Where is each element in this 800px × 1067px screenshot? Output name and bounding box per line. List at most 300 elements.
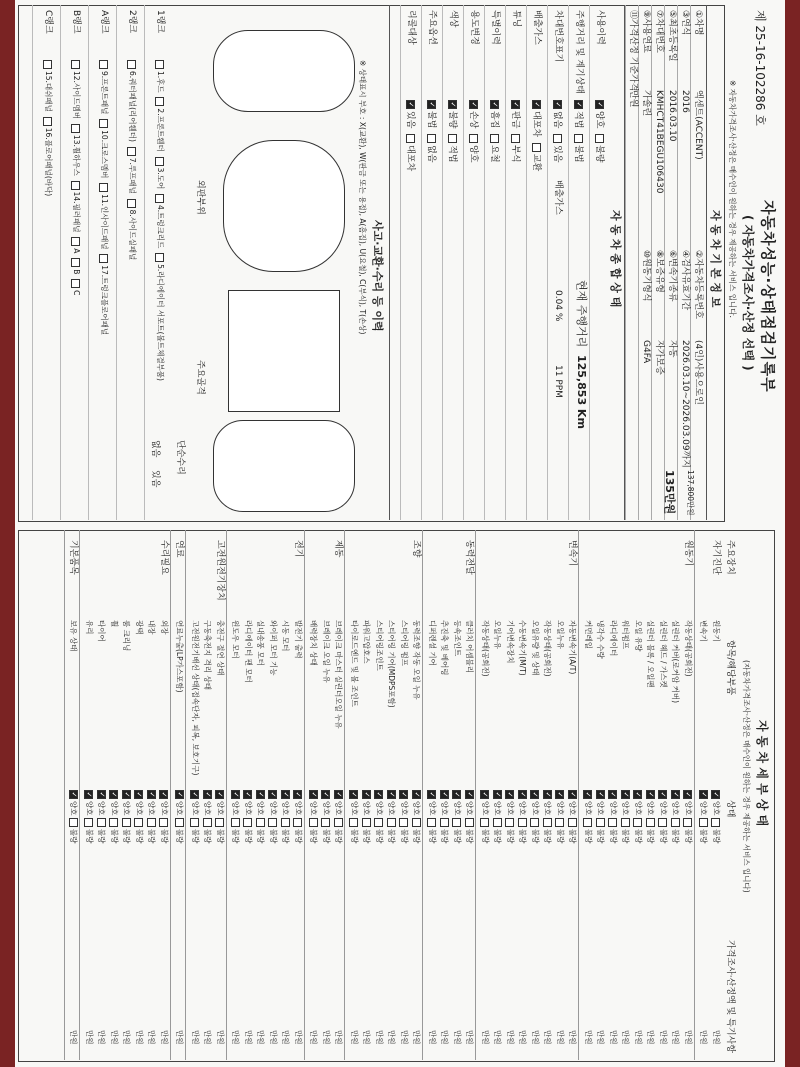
check-label: 판금 — [510, 111, 520, 129]
detail-status: ✓양호 불량 — [122, 791, 132, 844]
checkbox[interactable] — [609, 818, 618, 827]
check-icon[interactable]: ✓ — [294, 791, 303, 798]
checkbox[interactable] — [440, 818, 449, 827]
check-icon[interactable]: ✓ — [110, 791, 119, 798]
mileage-value: 125,853 Km — [575, 355, 588, 429]
detail-status: ✓양호 불량 — [556, 791, 565, 844]
general-check-row — [467, 100, 478, 163]
detail-status: ✓양호 불량 — [160, 791, 169, 844]
top-notice: ※ 자동차가격조사·산정은 매수인이 원하는 경우 제공하는 서비스 입니다. — [728, 80, 737, 318]
detail-price-unit: 만원 — [621, 1030, 631, 1045]
checkbox[interactable] — [556, 818, 565, 827]
detail-item: 내장 — [147, 620, 157, 635]
detail-price-unit: 만원 — [609, 1030, 618, 1045]
check-icon[interactable]: ✓ — [634, 791, 643, 798]
checkbox[interactable] — [256, 818, 265, 827]
detail-item: 실린더 헤드 / 가스켓 — [659, 620, 668, 688]
detail-status: ✓양호 불량 — [231, 791, 241, 844]
detail-group-name: 전기 — [293, 540, 303, 558]
checkbox[interactable] — [596, 818, 605, 827]
detail-group-name: 변속기 — [567, 540, 578, 567]
basic-label: ③연식 — [680, 10, 690, 36]
general-check-row — [488, 100, 499, 163]
detail-item: 보유 상태 — [69, 620, 79, 652]
detail-item: 동력조향 작동 오일 누유 — [412, 620, 422, 700]
checkbox[interactable] — [448, 134, 457, 143]
detail-price-unit: 만원 — [596, 1030, 606, 1045]
checkbox[interactable] — [322, 818, 331, 827]
detail-item: 추진축 및 베어링 — [440, 620, 450, 676]
checkbox[interactable] — [72, 181, 81, 190]
detail-price-unit: 만원 — [646, 1030, 656, 1045]
checkbox[interactable] — [175, 818, 184, 827]
checkbox[interactable] — [406, 134, 415, 143]
detail-status: ✓양호 불량 — [350, 791, 359, 844]
checkbox[interactable] — [634, 818, 643, 827]
checkbox[interactable] — [493, 818, 502, 827]
checkbox[interactable] — [553, 134, 562, 143]
checkbox[interactable] — [294, 818, 303, 827]
detail-item: 와이퍼 모터 기능 — [269, 620, 278, 676]
check-icon[interactable]: ✓ — [244, 791, 253, 798]
general-row-label: 사용이력 — [595, 10, 605, 45]
check-icon[interactable]: ✓ — [216, 791, 225, 798]
detail-price-unit: 만원 — [269, 1030, 278, 1045]
check-icon[interactable]: ✓ — [584, 791, 593, 798]
detail-group-name: 자기진단 — [711, 540, 721, 575]
checkbox[interactable] — [135, 818, 144, 827]
detail-status: ✓양호 불량 — [584, 791, 593, 844]
check-icon[interactable]: ✓ — [123, 791, 131, 798]
check-icon[interactable]: ✓ — [684, 791, 693, 798]
checkbox[interactable] — [128, 147, 137, 156]
check-icon[interactable]: ✓ — [70, 791, 78, 798]
check-label: 손상 — [468, 111, 478, 129]
detail-price-unit: 만원 — [122, 1030, 132, 1045]
general-row-label: 차대번호표기 — [553, 10, 563, 63]
basic-value-2: 자동 — [667, 340, 677, 358]
detail-price-unit: 만원 — [147, 1030, 157, 1045]
checkbox[interactable] — [69, 818, 78, 827]
check-label: 교환 — [531, 153, 541, 172]
check-icon[interactable]: ✓ — [712, 791, 721, 798]
detail-status: ✓양호 불량 — [375, 791, 384, 844]
detail-price-unit: 만원 — [322, 1030, 331, 1045]
detail-price-unit: 만원 — [175, 1030, 185, 1045]
checkbox[interactable] — [203, 818, 212, 827]
checkbox[interactable] — [100, 60, 109, 69]
car-diagram-front — [213, 30, 355, 112]
accident-title: 사고·교환·수리 등 이력 — [371, 220, 384, 332]
detail-item: 원동기 — [712, 620, 721, 642]
checkbox[interactable] — [646, 818, 655, 827]
detail-status: ✓양호 불량 — [256, 791, 266, 844]
checkbox[interactable] — [584, 818, 593, 827]
detail-status: ✓양호 불량 — [596, 791, 606, 844]
check-icon[interactable]: ✓ — [575, 101, 583, 108]
checkbox[interactable] — [412, 818, 421, 827]
detail-price-unit: 만원 — [518, 1030, 528, 1045]
detail-price-unit: 만원 — [634, 1030, 643, 1045]
check-icon[interactable]: ✓ — [428, 791, 437, 798]
detail-status: ✓양호 불량 — [506, 791, 515, 844]
checkbox[interactable] — [191, 818, 200, 827]
general-check-row — [593, 100, 604, 163]
checkbox[interactable] — [269, 818, 278, 827]
detail-status: ✓양호 불량 — [453, 791, 462, 844]
rank-label: A랭크 — [99, 10, 109, 34]
check-icon[interactable]: ✓ — [506, 791, 515, 798]
detail-price-unit: 만원 — [350, 1030, 359, 1045]
check-label: 없음 — [426, 145, 436, 163]
checkbox[interactable] — [110, 818, 119, 827]
check-label: 있음 — [405, 111, 415, 129]
detail-price-unit: 만원 — [712, 1030, 721, 1045]
detail-item: 오일누유 — [493, 620, 503, 649]
check-icon[interactable]: ✓ — [413, 791, 421, 798]
detail-item: 라디에이터 팬 모터 — [244, 620, 253, 683]
checkbox[interactable] — [400, 818, 409, 827]
emission-value-hc: 11 PPM — [553, 365, 563, 398]
general-check-row — [404, 100, 415, 171]
check-icon[interactable]: ✓ — [148, 791, 156, 798]
detail-item: 자동변속기(A/T) — [568, 620, 578, 675]
check-icon[interactable]: ✓ — [428, 101, 436, 108]
checkbox[interactable] — [481, 818, 490, 827]
check-label: 양호 — [594, 111, 604, 129]
section-general-title: 자 동 차 종 합 상 태 — [609, 210, 622, 308]
checkbox[interactable] — [97, 818, 106, 827]
check-icon[interactable]: ✓ — [672, 791, 680, 798]
general-check-row — [425, 100, 436, 163]
detail-status: ✓양호 불량 — [281, 791, 291, 844]
detail-item: 오일 유량 — [634, 620, 643, 652]
check-icon[interactable]: ✓ — [491, 101, 499, 108]
basic-value: 만원 — [628, 90, 638, 108]
check-icon[interactable]: ✓ — [85, 791, 94, 798]
checkbox[interactable] — [506, 818, 515, 827]
detail-status: ✓양호 불량 — [428, 791, 437, 844]
check-label: 불법 — [426, 111, 436, 129]
check-icon[interactable]: ✓ — [388, 791, 396, 798]
checkbox[interactable] — [147, 818, 156, 827]
detail-item: 충전구 절연 상태 — [216, 620, 225, 676]
detail-item: 워터펌프 — [621, 620, 631, 649]
rotated-document — [15, 0, 785, 1067]
check-icon[interactable]: ✓ — [191, 791, 200, 798]
detail-item: 타이로드엔드 및 볼 조인트 — [350, 620, 359, 707]
general-row-label: 주요옵션 — [427, 10, 437, 45]
detail-status: ✓양호 불량 — [699, 791, 709, 844]
checkbox[interactable] — [156, 60, 165, 69]
checkbox[interactable] — [511, 134, 520, 143]
check-label: 양호 — [468, 145, 478, 163]
checkbox[interactable] — [532, 143, 541, 152]
detail-item: 브레이크 마스터 실린더오일 누유 — [334, 620, 344, 729]
detail-status: ✓양호 불량 — [412, 791, 422, 844]
checkbox[interactable] — [671, 818, 680, 827]
detail-price-unit: 만원 — [231, 1030, 241, 1045]
check-icon[interactable]: ✓ — [597, 791, 605, 798]
detail-item: 휠 — [110, 620, 119, 628]
detail-item: 클러치 어셈블리 — [465, 620, 475, 674]
check-icon[interactable]: ✓ — [519, 791, 527, 798]
detail-status: ✓양호 불량 — [97, 791, 107, 844]
checkbox[interactable] — [128, 60, 137, 69]
check-label: 불법 — [573, 145, 583, 163]
detail-item: 냉각수 수량 — [596, 620, 606, 659]
check-icon[interactable]: ✓ — [160, 791, 169, 798]
detail-status: ✓양호 불량 — [387, 791, 397, 844]
detail-price-unit: 만원 — [493, 1030, 503, 1045]
check-icon[interactable]: ✓ — [335, 791, 343, 798]
detail-col-header: 항목/해당부품 — [725, 640, 735, 696]
checkbox[interactable] — [72, 279, 81, 288]
basic-label-2: ⑧보증유형 — [654, 250, 664, 293]
detail-item: 변속기 — [699, 620, 709, 642]
checkbox[interactable] — [375, 818, 384, 827]
check-icon[interactable]: ✓ — [470, 101, 478, 108]
checkbox[interactable] — [44, 60, 53, 69]
check-icon[interactable]: ✓ — [282, 791, 290, 798]
check-icon[interactable]: ✓ — [322, 791, 331, 798]
check-icon[interactable]: ✓ — [533, 101, 541, 108]
check-icon[interactable]: ✓ — [269, 791, 278, 798]
check-icon[interactable]: ✓ — [466, 791, 474, 798]
basic-label-2: ⑩원동기형식 — [641, 250, 651, 302]
check-icon[interactable]: ✓ — [400, 791, 409, 798]
general-row-label: 주행거리 및 계기상태 — [574, 10, 584, 94]
check-icon[interactable]: ✓ — [310, 791, 318, 798]
detail-item: 커먼레일 — [584, 620, 593, 649]
check-icon[interactable]: ✓ — [363, 791, 371, 798]
general-row-label: 특별이력 — [490, 10, 500, 45]
checkbox[interactable] — [621, 818, 630, 827]
checkbox[interactable] — [350, 818, 359, 827]
basic-value-2: 자가보증 — [654, 340, 664, 375]
check-icon[interactable]: ✓ — [375, 791, 384, 798]
price-value-2: 137,800만원 — [686, 470, 695, 516]
checkbox[interactable] — [128, 199, 137, 208]
checkbox[interactable] — [72, 258, 81, 267]
check-icon[interactable]: ✓ — [544, 791, 552, 798]
checkbox[interactable] — [531, 818, 540, 827]
car-diagram-top — [223, 140, 345, 272]
detail-item: 스티어링조인트 — [375, 620, 384, 671]
checkbox[interactable] — [156, 194, 165, 203]
check-icon[interactable]: ✓ — [554, 101, 562, 108]
checkbox[interactable] — [156, 157, 165, 166]
checkbox[interactable] — [684, 818, 693, 827]
rank-label: C랭크 — [43, 10, 53, 34]
check-label: 부식 — [510, 145, 520, 163]
check-icon[interactable]: ✓ — [622, 791, 630, 798]
detail-price-unit: 만원 — [506, 1030, 515, 1045]
detail-price-unit: 만원 — [69, 1030, 79, 1045]
detail-status: ✓양호 불량 — [609, 791, 618, 844]
detail-group-name: 제동 — [333, 540, 344, 558]
checkbox[interactable] — [490, 134, 499, 143]
detail-status: ✓양호 불량 — [543, 791, 553, 844]
checkbox[interactable] — [469, 134, 478, 143]
checkbox[interactable] — [453, 818, 462, 827]
detail-col-header: 주요장치 — [725, 540, 735, 575]
outer-label: 외판부위 — [195, 180, 205, 215]
detail-item: 오일누유 — [556, 620, 565, 649]
rank-label: 2랭크 — [127, 10, 137, 34]
general-row-label: 튜닝 — [511, 10, 521, 28]
basic-label: ⑦차대번호 — [654, 10, 664, 53]
detail-price-unit: 만원 — [216, 1030, 225, 1045]
checkbox[interactable] — [72, 60, 81, 69]
check-label: 적법 — [573, 111, 583, 129]
checkbox[interactable] — [216, 818, 225, 827]
detail-status: ✓양호 불량 — [481, 791, 490, 844]
checkbox[interactable] — [309, 818, 318, 827]
basic-label: ⑪가격산정 기준가격 — [628, 10, 638, 92]
checkbox[interactable] — [568, 818, 577, 827]
detail-col-header: 가격조사·산정액 및 특기사항 — [725, 940, 735, 1053]
detail-status: ✓양호 불량 — [646, 791, 656, 844]
basic-label-2: ⑥변속기종류 — [667, 250, 677, 302]
check-icon[interactable]: ✓ — [135, 791, 144, 798]
check-label: 적법 — [447, 145, 457, 163]
detail-item: 작동상태(공회전) — [543, 620, 553, 677]
checkbox[interactable] — [100, 183, 109, 192]
detail-price-unit: 만원 — [191, 1030, 200, 1045]
checkbox[interactable] — [244, 818, 253, 827]
check-label: 없음 — [552, 111, 562, 129]
detail-price-unit: 만원 — [256, 1030, 266, 1045]
detail-price-unit: 만원 — [135, 1030, 144, 1045]
detail-item: 작동상태(공회전) — [684, 620, 693, 677]
detail-status: ✓양호 불량 — [294, 791, 303, 844]
checkbox[interactable] — [44, 117, 53, 126]
check-icon[interactable]: ✓ — [257, 791, 265, 798]
basic-value: 가솔린 — [641, 90, 651, 117]
checkbox[interactable] — [699, 818, 708, 827]
checkbox[interactable] — [595, 134, 604, 143]
basic-label: ⑨사용연료 — [641, 10, 651, 53]
basic-value-2: 2026.03.10~2026.03.09까지 — [680, 340, 690, 468]
detail-price-unit: 만원 — [543, 1030, 553, 1045]
check-icon[interactable]: ✓ — [204, 791, 212, 798]
rank-label: 1랭크 — [155, 10, 165, 34]
check-label: 요철 — [489, 145, 499, 163]
detail-status: ✓양호 불량 — [322, 791, 331, 844]
detail-price-unit: 만원 — [375, 1030, 384, 1045]
rank-parts-row: 9.프론트패널 10.크로스멤버 11.인사이드패널 17.트렁크플로어패널 — [100, 60, 110, 335]
detail-item: 실린더 블록 / 오일팬 — [646, 620, 656, 688]
check-icon[interactable]: ✓ — [596, 101, 604, 108]
checkbox[interactable] — [428, 818, 437, 827]
detail-price-unit: 만원 — [684, 1030, 693, 1045]
checkbox[interactable] — [156, 97, 165, 106]
basic-value-2: G4FA — [641, 340, 651, 364]
general-check-row — [509, 100, 520, 163]
detail-price-unit: 만원 — [568, 1030, 578, 1045]
check-icon[interactable]: ✓ — [659, 791, 668, 798]
checkbox[interactable] — [160, 818, 169, 827]
check-icon[interactable]: ✓ — [350, 791, 359, 798]
detail-price-unit: 만원 — [400, 1030, 409, 1045]
check-icon[interactable]: ✓ — [176, 791, 184, 798]
checkbox[interactable] — [156, 253, 165, 262]
detail-note: (자동차가격조사·산정은 매수인이 원하는 경우 제공하는 서비스 입니다) — [742, 660, 751, 893]
checkbox[interactable] — [518, 818, 527, 827]
check-icon[interactable]: ✓ — [453, 791, 462, 798]
detail-item: 파워고압호스 — [362, 620, 372, 664]
checkbox[interactable] — [334, 818, 343, 827]
detail-group-name: 기본품목 — [68, 540, 79, 575]
checkbox[interactable] — [659, 818, 668, 827]
check-icon[interactable]: ✓ — [407, 101, 415, 108]
basic-value: 엑센트(ACCENT) — [693, 90, 703, 160]
detail-item: 룸 크리닝 — [122, 620, 132, 652]
checkbox[interactable] — [72, 237, 81, 246]
detail-status: ✓양호 불량 — [203, 791, 213, 844]
checkbox[interactable] — [465, 818, 474, 827]
detail-status: ✓양호 불량 — [671, 791, 681, 844]
detail-item: 실내송풍 모터 — [256, 620, 266, 666]
section-basic-title: 자 동 차 기 본 정 보 — [709, 210, 722, 308]
detail-item: 작동상태(공회전) — [481, 620, 490, 677]
checkbox[interactable] — [543, 818, 552, 827]
detail-status: ✓양호 불량 — [440, 791, 450, 844]
basic-label-2: ②자동차등록번호 — [693, 250, 703, 319]
check-icon[interactable]: ✓ — [700, 791, 708, 798]
checkbox[interactable] — [574, 134, 583, 143]
detail-status: ✓양호 불량 — [135, 791, 144, 844]
checkbox[interactable] — [362, 818, 371, 827]
checkbox[interactable] — [100, 119, 109, 128]
check-icon[interactable]: ✓ — [512, 101, 520, 108]
check-icon[interactable]: ✓ — [232, 791, 240, 798]
check-icon[interactable]: ✓ — [494, 791, 502, 798]
check-icon[interactable]: ✓ — [98, 791, 106, 798]
detail-item: 디퍼렌셜 기어 — [428, 620, 437, 666]
basic-value: 2016.03.10 — [667, 90, 677, 142]
checkbox[interactable] — [72, 124, 81, 133]
check-icon[interactable]: ✓ — [609, 791, 618, 798]
check-icon[interactable]: ✓ — [531, 791, 540, 798]
checkbox[interactable] — [387, 818, 396, 827]
check-label: 불량 — [447, 111, 457, 129]
detail-item: 실린더 커버(로커암 커버) — [671, 620, 681, 704]
basic-label: ⑤최초등록일 — [667, 10, 677, 62]
checkbox[interactable] — [231, 818, 240, 827]
rank-parts-row: 1.후드 2.프론트휀더 3.도어 4.트렁크리드 5.라디에이터 서포트(볼트체결부품) — [156, 60, 166, 381]
check-icon[interactable]: ✓ — [569, 791, 577, 798]
detail-item: 연료누출(LP가스포함) — [175, 620, 185, 693]
checkbox[interactable] — [281, 818, 290, 827]
detail-status: ✓양호 불량 — [659, 791, 668, 844]
checkbox[interactable] — [85, 818, 94, 827]
check-icon[interactable]: ✓ — [647, 791, 655, 798]
checkbox[interactable] — [712, 818, 721, 827]
checkbox[interactable] — [427, 134, 436, 143]
detail-status: ✓양호 불량 — [400, 791, 409, 844]
checkbox[interactable] — [122, 818, 131, 827]
check-icon[interactable]: ✓ — [556, 791, 565, 798]
check-icon[interactable]: ✓ — [441, 791, 449, 798]
detail-item: 등속조인트 — [453, 620, 462, 657]
checkbox[interactable] — [100, 254, 109, 263]
detail-price-unit: 만원 — [387, 1030, 397, 1045]
check-icon[interactable]: ✓ — [449, 101, 457, 108]
check-icon[interactable]: ✓ — [481, 791, 490, 798]
basic-value: KMHCT41BEGU106430 — [654, 90, 664, 194]
